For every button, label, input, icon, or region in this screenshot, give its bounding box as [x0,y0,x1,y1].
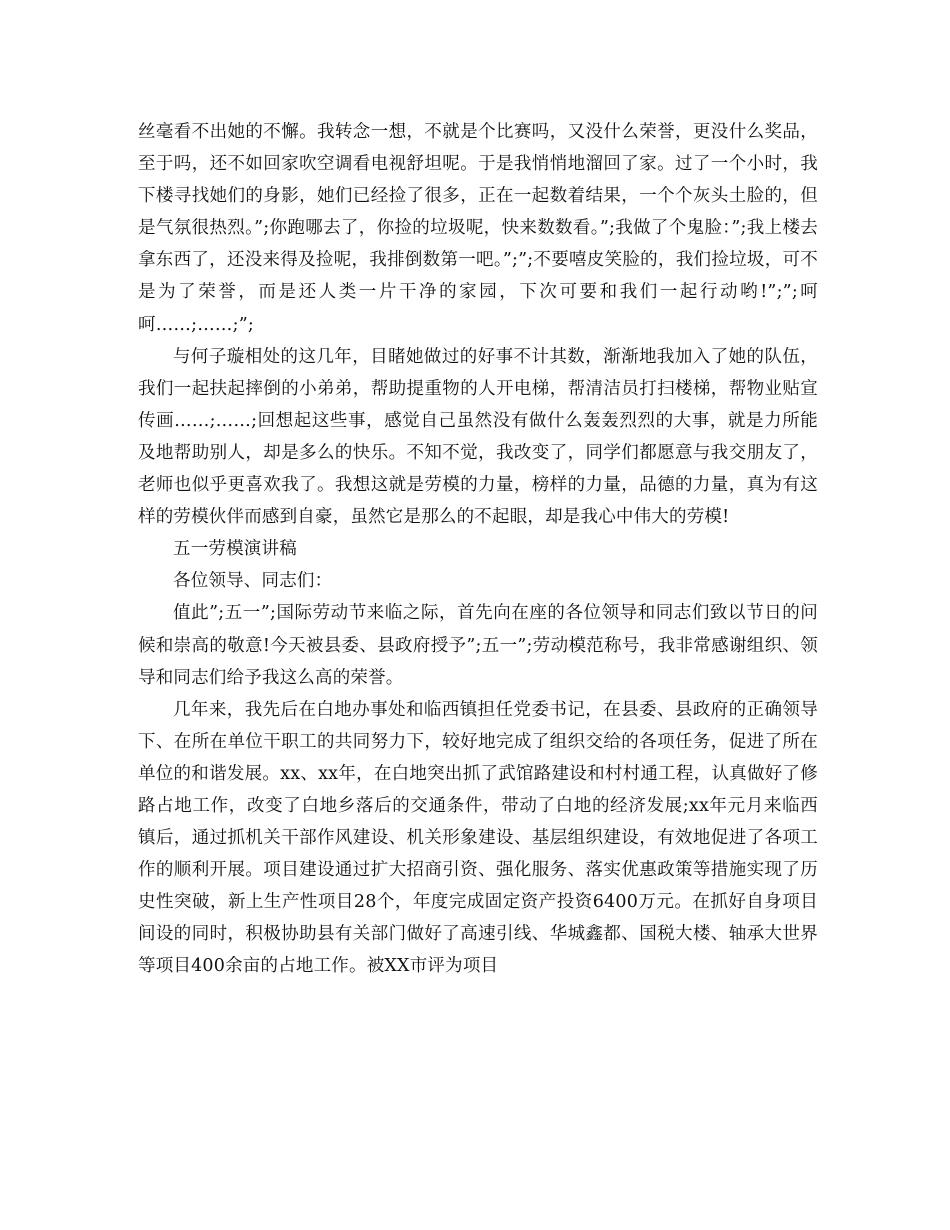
paragraph-4: 几年来，我先后在白地办事处和临西镇担任党委书记，在县委、县政府的正确领导下、在所在单位干职工的共同努力下，较好地完成了组织交给的各项任务，促进了所在单位的和谐发展。xx、xx年，在白地突出抓了武馆路建设和村村通工程，认真做好了修路占地工作，改变了白地乡落后的交通条件，带动了白地的经济发展;xx年元月来临西镇后，通过抓机关干部作风建设、机关形象建设、基层组织建设，有效地促进了各项工作的顺利开展。项目建设通过扩大招商引资、强化服务、落实优惠政策等措施实现了历史性突破，新上生产性项目28个，年度完成固定资产投资6400万元。在抓好自身项目间设的同时，积极协助县有关部门做好了高速引线、华城鑫都、国税大楼、轴承大世界等项目400余亩的占地工作。被XX市评为项目 [138,699,818,977]
salutation: 各位领导、同志们： [173,571,333,592]
paragraph-1: 丝毫看不出她的不懈。我转念一想，不就是个比赛吗，又没什么荣誉，更没什么奖品，至于吗，还不如回家吹空调看电视舒坦呢。于是我悄悄地溜回了家。过了一个小时，我下楼寻找她们的身影，她们已经捡了很多，正在一起数着结果，一个个灰头土脸的，但是气氛很热烈。”;你跑哪去了，你捡的垃圾呢，快来数数看。”;我做了个鬼脸：”;我上楼去拿东西了，还没来得及捡呢，我排倒数第一吧。”;”;不要嘻皮笑脸的，我们捡垃圾，可不是为了荣誉，而是还人类一片干净的家园，下次可要和我们一起行动哟!”;”;呵呵……;……;”; [138,122,818,335]
document-body [138,116,818,983]
speech-title: 五一劳模演讲稿 [173,539,297,560]
paragraph-3: 值此”;五一”;国际劳动节来临之际，首先向在座的各位领导和同志们致以节日的问候和崇高的敬意!今天被县委、县政府授予”;五一”;劳动模范称号，我非常感谢组织、领导和同志们给予我这么高的荣誉。 [138,603,818,688]
paragraph-2: 与何子璇相处的这几年，目睹她做过的好事不计其数，渐渐地我加入了她的队伍，我们一起扶起摔倒的小弟弟，帮助提重物的人开电梯，帮清洁员打扫楼梯，帮物业贴宣传画……;……;回想起这些事，感觉自己虽然没有做什么轰轰烈烈的大事，就是力所能及地帮助别人，却是多么的快乐。不知不觉，我改变了，同学们都愿意与我交朋友了，老师也似乎更喜欢我了。我想这就是劳模的力量，榜样的力量，品德的力量，真为有这样的劳模伙伴而感到自豪，虽然它是那么的不起眼，却是我心中伟大的劳模! [138,346,818,528]
